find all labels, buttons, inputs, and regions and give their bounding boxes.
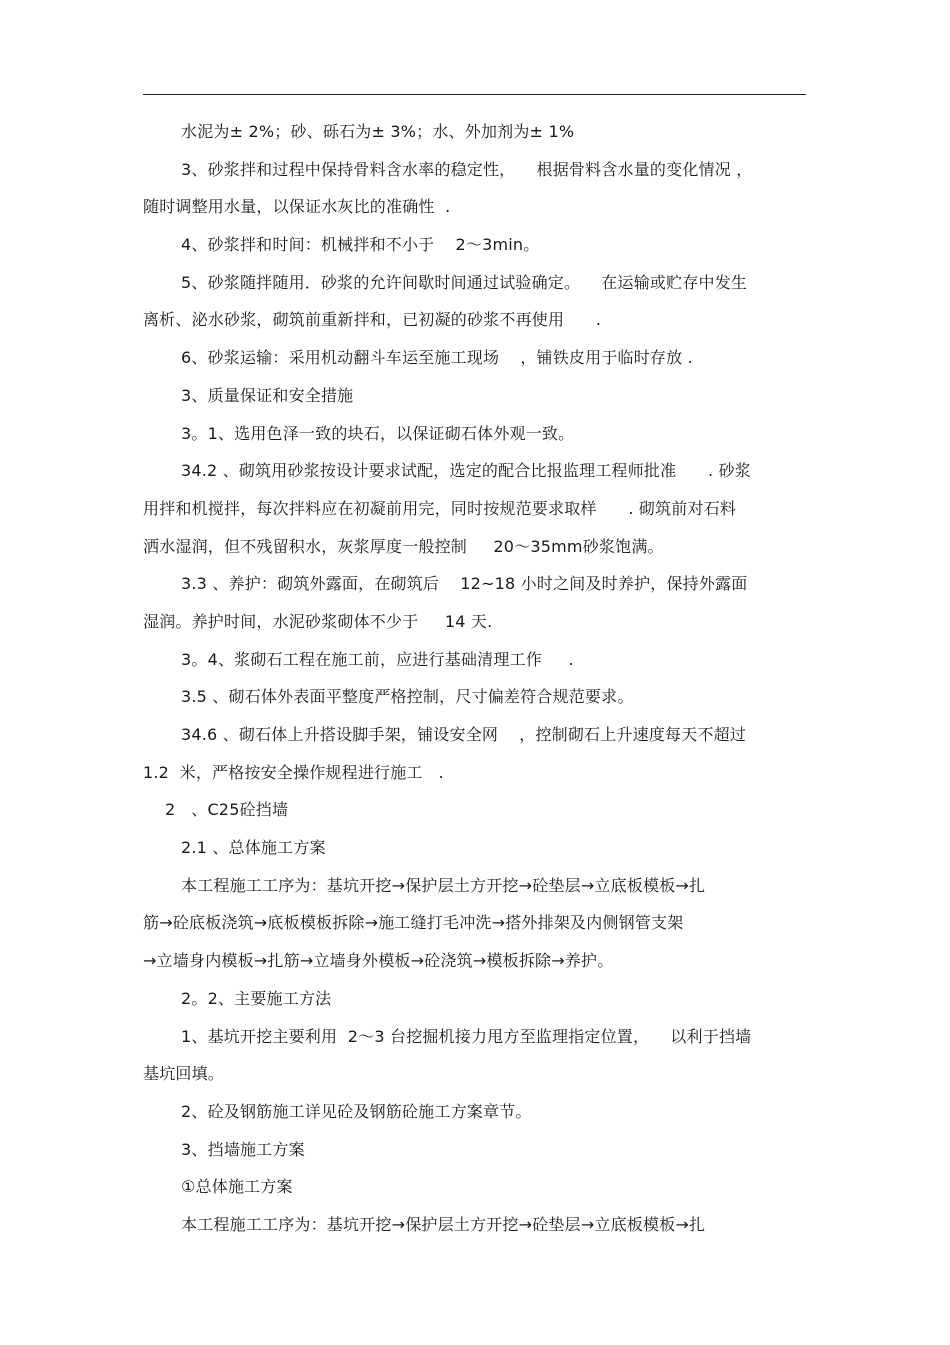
text-line: 3.3 、养护：砌筑外露面，在砌筑后 12~18 小时之间及时养护，保持外露面 — [181, 574, 748, 594]
text-line: 34.2 、砌筑用砂浆按设计要求试配，选定的配合比报监理工程师批准 . 砂浆 — [181, 461, 751, 481]
text-line: 本工程施工工序为：基坑开挖→保护层土方开挖→砼垫层→立底板模板→扎 — [181, 1214, 706, 1234]
text-line: 湿润。养护时间，水泥砂浆砌体不少于 14 天. — [143, 611, 493, 631]
text-line: 1.2 米，严格按安全操作规程进行施工 . — [143, 762, 444, 782]
text-line: 随时调整用水量，以保证水灰比的准确性 . — [143, 197, 451, 217]
text-line: 筋→砼底板浇筑→底板模板拆除→施工缝打毛冲洗→搭外排架及内侧钢管支架 — [143, 913, 684, 933]
text-line: 5、砂浆随拌随用．砂浆的允许间歇时间通过试验确定。 在运输或贮存中发生 — [181, 272, 748, 292]
text-line: 水泥为± 2%；砂、砾石为± 3%；水、外加剂为± 1% — [181, 122, 575, 141]
text-line: 离析、泌水砂浆，砌筑前重新拌和，已初凝的砂浆不再使用 . — [143, 310, 602, 330]
header-rule — [143, 94, 806, 95]
text-line: 2 、C25砼挡墙 — [165, 800, 289, 820]
text-line: →立墙身内模板→扎筋→立墙身外模板→砼浇筑→模板拆除→养护。 — [143, 951, 614, 971]
text-line: ①总体施工方案 — [181, 1177, 293, 1197]
text-line: 用拌和机搅拌，每次拌料应在初凝前用完，同时按规范要求取样 . 砌筑前对石料 — [143, 498, 737, 518]
text-line: 34.6 、砌石体上升搭设脚手架，铺设安全网 ，控制砌石上升速度每天不超过 — [181, 725, 747, 744]
text-line: 2.1 、总体施工方案 — [181, 838, 326, 858]
text-line: 本工程施工工序为：基坑开挖→保护层土方开挖→砼垫层→立底板模板→扎 — [181, 875, 706, 895]
text-line: 基坑回填。 — [143, 1064, 225, 1084]
text-line: 3、质量保证和安全措施 — [181, 385, 354, 405]
text-line: 3。4、浆砌石工程在施工前，应进行基础清理工作 . — [181, 649, 574, 669]
text-line: 3、挡墙施工方案 — [181, 1139, 305, 1159]
text-line: 3.5 、砌石体外表面平整度严格控制，尺寸偏差符合规范要求。 — [181, 687, 634, 707]
text-line: 3、砂浆拌和过程中保持骨料含水率的稳定性， 根据骨料含水量的变化情况 ， — [181, 159, 753, 179]
text-line: 1、基坑开挖主要利用 2～3 台挖掘机接力甩方至监理指定位置， 以利于挡墙 — [181, 1026, 752, 1046]
text-line: 2。2、主要施工方法 — [181, 988, 332, 1008]
text-line: 4、砂浆拌和时间：机械拌和不小于 2～3min。 — [181, 235, 540, 255]
document-body — [143, 113, 807, 1244]
text-line: 6、砂浆运输：采用机动翻斗车运至施工现场 ，铺铁皮用于临时存放 . — [181, 348, 693, 368]
text-line: 2、砼及钢筋施工详见砼及钢筋砼施工方案章节。 — [181, 1101, 532, 1121]
text-line: 洒水湿润，但不残留积水，灰浆厚度一般控制 20～35mm砂浆饱满。 — [143, 536, 664, 556]
text-line: 3。1、选用色泽一致的块石，以保证砌石体外观一致。 — [181, 423, 575, 443]
